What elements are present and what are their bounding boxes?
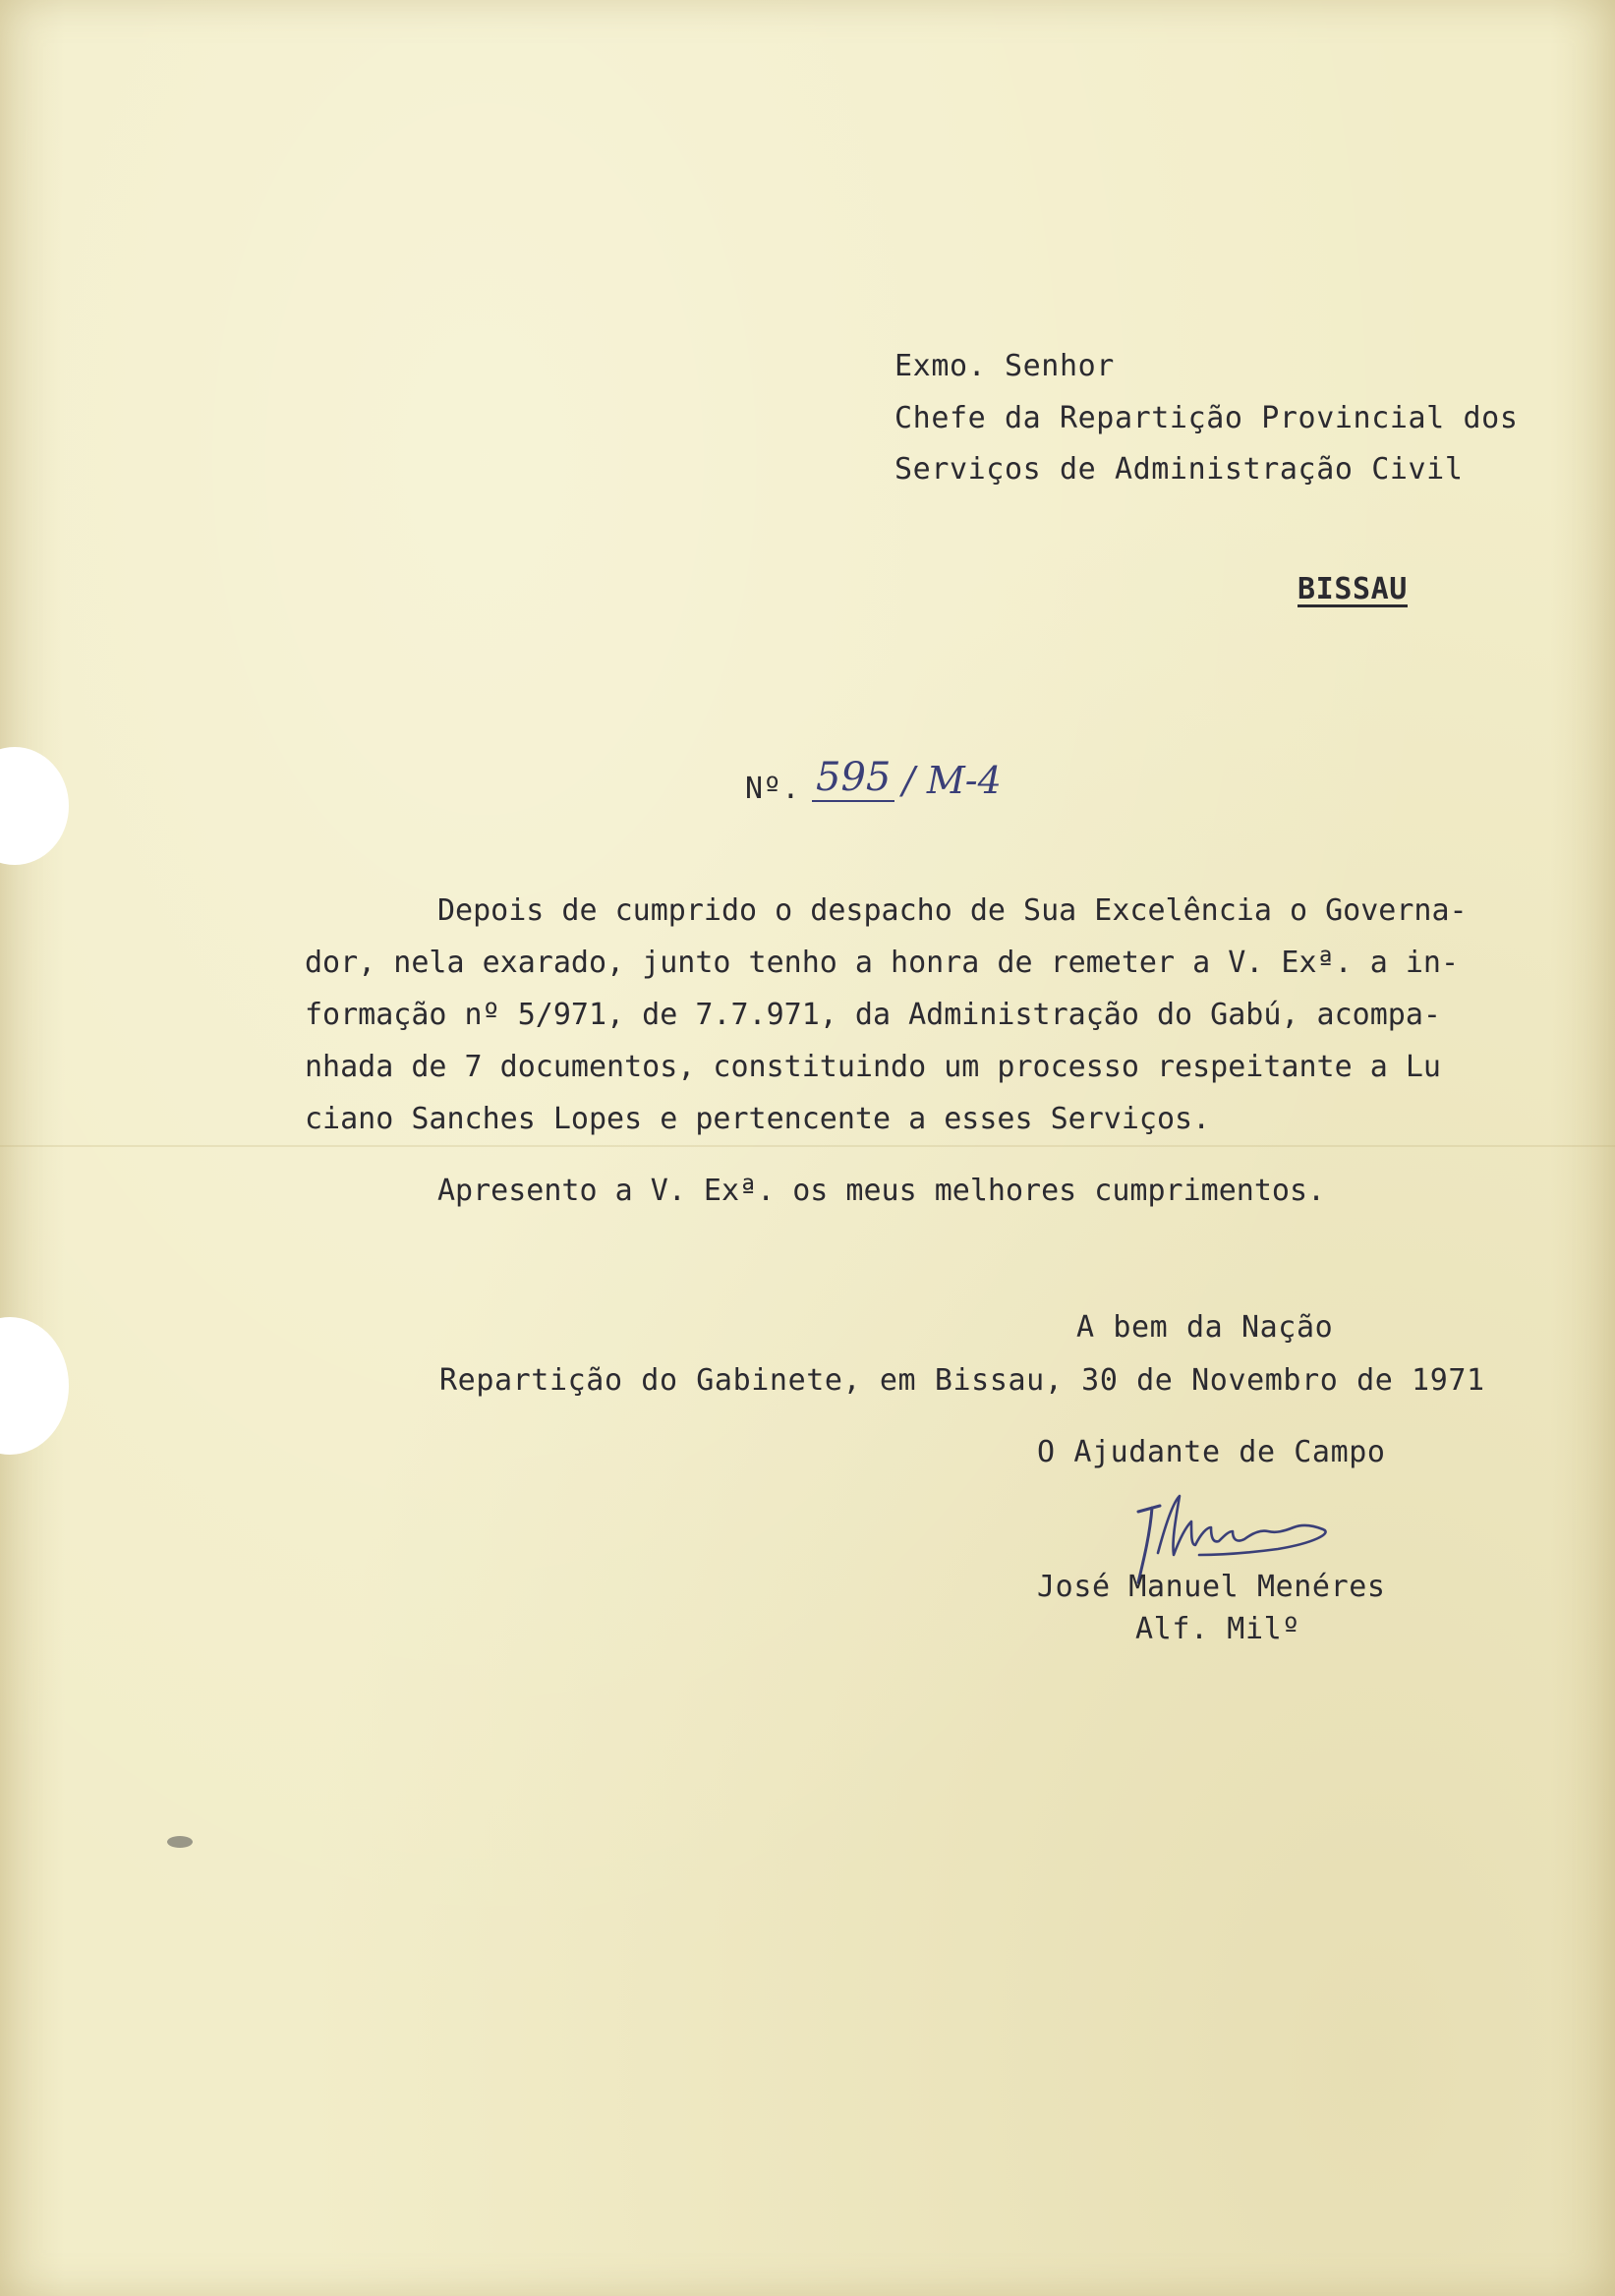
place-date: Repartição do Gabinete, em Bissau, 30 de Novembro de 1971 [439, 1363, 1485, 1398]
closing-line: Apresento a V. Exª. os meus melhores cumprimentos. [437, 1174, 1326, 1208]
valediction: A bem da Nação [1076, 1310, 1334, 1345]
signatory-name: José Manuel Menéres [1037, 1570, 1386, 1604]
signatory-role: O Ajudante de Campo [1037, 1435, 1386, 1469]
reference-suffix: / M-4 [902, 759, 1002, 802]
body-line: nhada de 7 documentos, constituindo um processo respeitante a Lu [305, 1050, 1441, 1084]
addressee-line-1: Chefe da Repartição Provincial dos [894, 401, 1519, 435]
body-line: Depois de cumprido o despacho de Sua Excelência o Governa- [437, 893, 1468, 928]
body-line: ciano Sanches Lopes e pertencente a esses Serviços. [305, 1102, 1211, 1136]
body-line: formação nº 5/971, de 7.7.971, da Administração do Gabú, acompa- [305, 998, 1441, 1032]
ink-stain [167, 1836, 193, 1848]
signatory-rank: Alf. Milº [1135, 1612, 1300, 1646]
body-paragraph [305, 885, 1543, 1217]
addressee-line-2: Serviços de Administração Civil [894, 452, 1464, 487]
body-line: dor, nela exarado, junto tenho a honra de remeter a V. Exª. a in- [305, 946, 1459, 980]
torn-hole-bottom [0, 1317, 69, 1455]
torn-hole-top [0, 747, 69, 865]
salutation: Exmo. Senhor [894, 349, 1115, 383]
reference-number: 595 [812, 755, 894, 802]
addressee-city: BISSAU [1298, 572, 1408, 606]
reference-prefix: Nº. [745, 772, 800, 806]
